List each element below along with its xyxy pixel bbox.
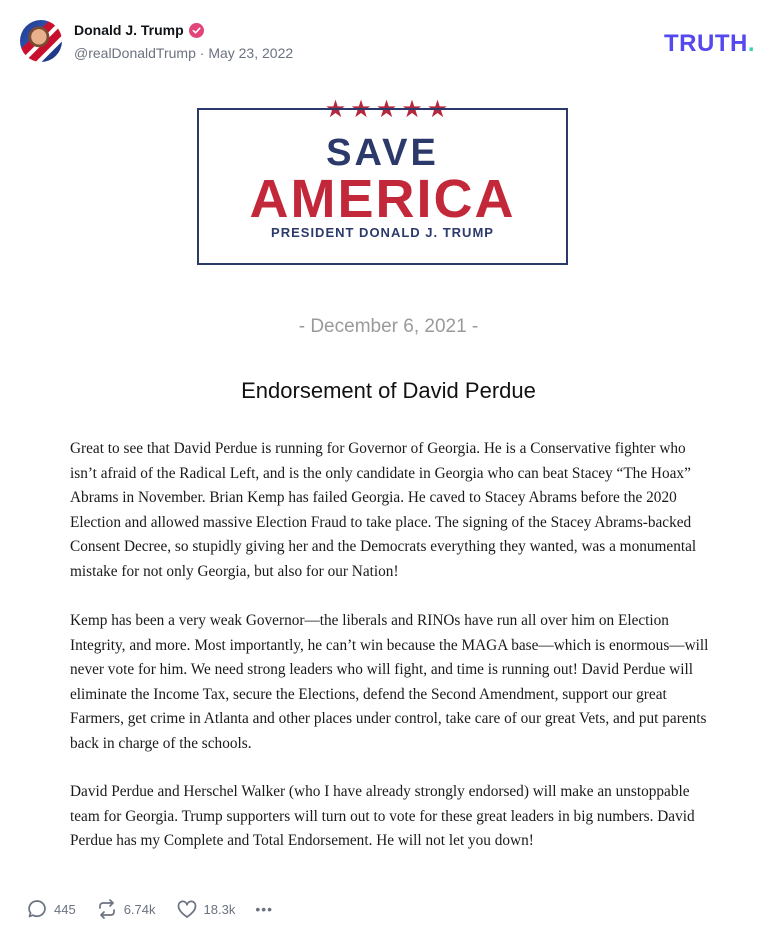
verified-badge-icon xyxy=(189,23,204,38)
truth-logo-dot: . xyxy=(747,30,755,57)
america-word: AMERICA xyxy=(249,169,516,229)
heart-icon xyxy=(176,898,198,920)
stars-row: ★★★★★ xyxy=(324,96,453,123)
document-title: Endorsement of David Perdue xyxy=(241,378,536,403)
comment-icon xyxy=(26,898,48,920)
paragraph-3: David Perdue and Herschel Walker (who I have already strongly endorsed) will make an unstoppable team for Georgia. Trump supporters will turn out to vote for these great leaders in big numbers. David Perdue has my Complete and Total Endorsement. He will not let you down! xyxy=(70,783,695,849)
like-count: 18.3k xyxy=(203,901,236,917)
save-america-logo xyxy=(197,108,568,265)
retruth-button[interactable] xyxy=(96,898,156,920)
retruth-count: 6.74k xyxy=(123,901,156,917)
meta-separator: · xyxy=(195,45,209,61)
save-word: SAVE xyxy=(326,132,439,174)
post-date[interactable]: May 23, 2022 xyxy=(208,45,294,61)
post-header xyxy=(0,0,777,80)
truth-logo-text: TRUTH xyxy=(664,30,748,57)
author-name[interactable]: Donald J. Trump xyxy=(74,22,184,38)
avatar[interactable] xyxy=(20,20,62,62)
more-options-button[interactable] xyxy=(255,901,273,917)
post-actions xyxy=(26,897,293,921)
document-date: - December 6, 2021 - xyxy=(298,316,479,337)
author-handle[interactable]: @realDonaldTrump xyxy=(74,45,196,61)
reply-count: 445 xyxy=(54,901,76,917)
post-meta xyxy=(74,45,293,61)
paragraph-1: Great to see that David Perdue is running for Governor of Georgia. He is a Conservative fighter who isn’t afraid of the Radical Left, and is the only candidate in Georgia who can beat Stacey “The Hoax” Abrams in November. Brian Kemp has failed Georgia. He caved to Stacey Abrams before the 2020 Election and allowed massive Election Fraud to take place. The signing of the Stacey Abrams-backed Consent Decree, so stupidly giving her and the Democrats everything they wanted, was a monumental mistake for not only Georgia, but also for our Nation! xyxy=(70,440,697,580)
more-dots-icon: ••• xyxy=(255,901,274,917)
president-line: PRESIDENT DONALD J. TRUMP xyxy=(271,225,494,240)
post-image-document[interactable] xyxy=(0,85,777,875)
like-button[interactable] xyxy=(176,898,236,920)
truth-logo[interactable] xyxy=(664,30,755,58)
reply-button[interactable] xyxy=(26,898,76,920)
repost-icon xyxy=(96,898,118,920)
paragraph-2: Kemp has been a very weak Governor—the liberals and RINOs have run all over him on Election Integrity, and more. Most importantly, he can’t win because the MAGA base—which is enormous—will never vote for him. We need strong leaders who will fight, and time is running out! David Perdue will eliminate the Income Tax, secure the Elections, defend the Second Amendment, support our great Farmers, get crime in Atlanta and other places under control, take care of our great Vets, and put parents back in charge of the schools. xyxy=(70,612,709,752)
author-row xyxy=(74,22,204,38)
